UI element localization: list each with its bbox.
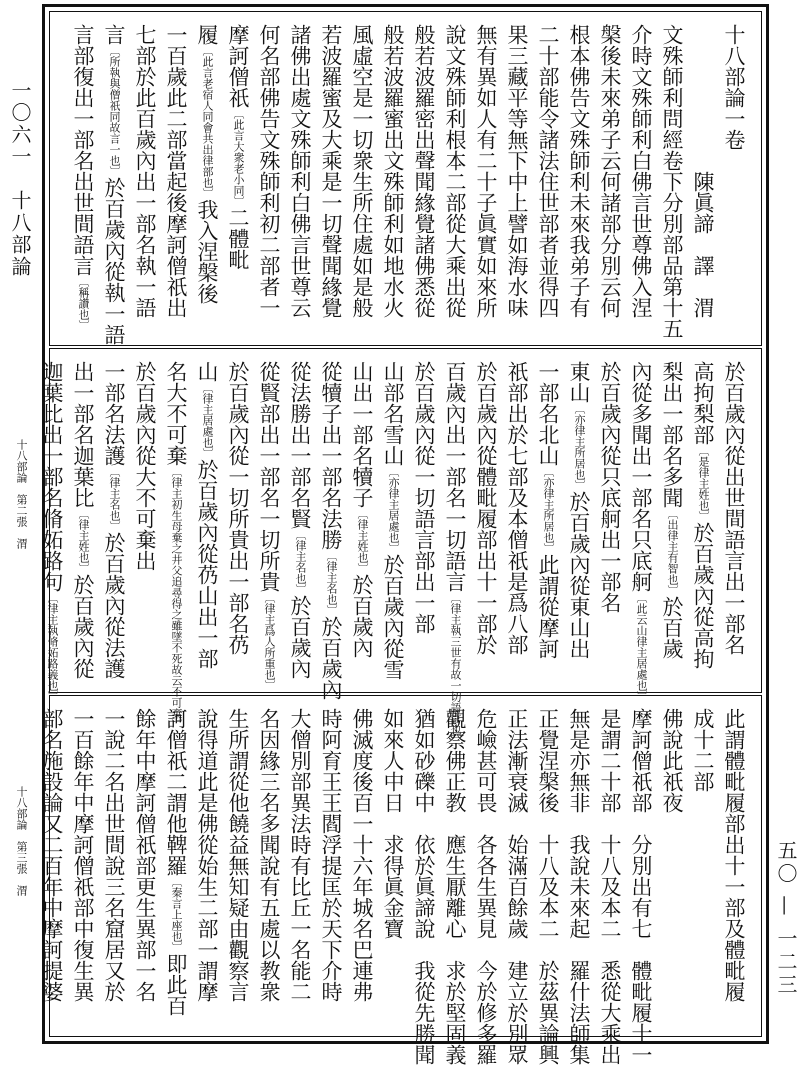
text-column: 風虛空是一切衆生所住處如是般 bbox=[350, 24, 374, 318]
panel-trailer: 十八部論 第三張 渭 bbox=[15, 786, 28, 896]
text-column: 陳眞諦 譯 渭 bbox=[691, 24, 715, 318]
text-column: 於百歲內從只底舸出一部名 bbox=[598, 361, 622, 613]
text-column: 一百餘年中摩訶僧祇部中復生異 bbox=[71, 708, 95, 1002]
text-column: 十八部論一卷 bbox=[722, 24, 746, 150]
text-column: 如來人中日 求得眞金寶 bbox=[381, 708, 405, 939]
text-column: 摩訶僧祇〔此言大衆老小同〕二體毗 bbox=[226, 24, 250, 270]
text-column: 祇部出於七部及本僧祇是爲八部 bbox=[505, 361, 529, 655]
text-column: 百歲內出一部名一切語言〔律主執三世有故一切語言也〕 bbox=[443, 361, 467, 746]
text-column: 部名施設論又二百年中摩訶提婆 bbox=[40, 708, 64, 1002]
text-column: 餘年中摩訶僧祇部更生異部一名 bbox=[133, 708, 157, 1002]
text-column: 何名部佛告文殊師利初二部者一 bbox=[257, 24, 281, 318]
text-column: 文殊師利問經卷下分別部品第十五 bbox=[660, 24, 684, 339]
text-column: 二十部能令諸法住世部者並得四 bbox=[536, 24, 560, 318]
text-column: 於百歲內從大不可棄出 bbox=[133, 361, 157, 571]
text-column: 是謂二十部 十八及本二 悉從大乘出 bbox=[598, 708, 622, 1065]
text-panel-lower bbox=[15, 695, 762, 1065]
text-column: 一部名法護〔律主名也〕於百歲內從法護 bbox=[102, 361, 126, 679]
text-column: 於百歲內從體毗履部出十一部於 bbox=[474, 361, 498, 655]
text-column: 一說二名出世間說三名窟居又於 bbox=[102, 708, 126, 1002]
text-column: 從法勝出一部名賢〔律主名也〕於百歲內 bbox=[288, 361, 312, 679]
text-column: 生所謂從他饒益無知疑由觀察言 bbox=[226, 708, 250, 1002]
text-column: 說文殊師利根本二部從大乘出從 bbox=[443, 24, 467, 318]
text-column: 此謂體毗履部出十一部及體毗履 bbox=[722, 708, 746, 1002]
margin-page-number: 五〇 — 一二三 bbox=[774, 840, 798, 997]
text-column: 佛說此祇夜 bbox=[660, 708, 684, 813]
text-column: 果三藏平等無下中上譬如海水味 bbox=[505, 24, 529, 318]
text-panel-upper bbox=[49, 11, 762, 346]
text-column: 若波羅蜜及大乘是一切聲聞緣覺 bbox=[319, 24, 343, 318]
text-column: 成十二部 bbox=[691, 708, 715, 792]
text-column: 說得道此是佛從始生二部一謂摩 bbox=[195, 708, 219, 1002]
text-column: 梨出一部名多聞〔出律主有智也〕於百歲 bbox=[660, 361, 684, 659]
text-column: 於百歲內從出世間語言出一部名 bbox=[722, 361, 746, 655]
text-column: 言〔所執與僧祇同故言一也〕於百歲內從執一語 bbox=[102, 24, 126, 345]
text-column: 摩訶僧祇部 分別出有七 體毗履十一 bbox=[629, 708, 653, 1065]
text-column: 諸佛出處文殊師利白佛言世尊云 bbox=[288, 24, 312, 318]
margin-volume-number: 一〇六一 十八部論 bbox=[8, 80, 32, 278]
text-column: 根本佛告文殊師利未來我弟子有 bbox=[567, 24, 591, 318]
text-column: 大僧別部異法時有比丘一名能二 bbox=[288, 708, 312, 1002]
text-column: 於百歲內從一切語言部出一部 bbox=[412, 361, 436, 634]
text-column: 山〔律主居處也〕於百歲內從芿山出一部 bbox=[195, 361, 219, 669]
text-column: 迦葉比出一部名脩妬路句〔律主執脩妬路義也〕 bbox=[40, 361, 64, 702]
text-column: 正法漸衰滅 始滿百餘歲 建立於別眾 bbox=[505, 708, 529, 1065]
text-column: 名因緣三名多聞說有五處以教衆 bbox=[257, 708, 281, 1002]
text-column: 出一部名迦葉比〔律主姓也〕於百歲內從 bbox=[71, 361, 95, 679]
text-column: 正覺涅槃後 十八及本二 於茲異論興 bbox=[536, 708, 560, 1065]
text-column: 內從多聞出一部名只底舸〔此云山律主居處也〕 bbox=[629, 361, 653, 702]
text-column: 山部名雪山〔亦律主居處也〕於百歲內從雪 bbox=[381, 361, 405, 680]
text-column: 時阿育王王閻浮提匡於天下介時 bbox=[319, 708, 343, 1002]
text-column: 危嶮甚可畏 各各生異見 今於修多羅 bbox=[474, 708, 498, 1065]
text-column: 名大不可棄〔律主初生母棄之井父追尋得之雖墜不死故云不可棄〕 bbox=[164, 361, 188, 730]
text-column: 七部於此百歲內出一部名執一語 bbox=[133, 24, 157, 318]
text-column: 佛滅度後百一十六年城名巴連弗 bbox=[350, 708, 374, 1002]
text-column: 訶僧祇二謂他鞞羅〔秦言上座也〕即此百 bbox=[164, 708, 188, 1016]
text-column: 一百歲此二部當起後摩訶僧祇出 bbox=[164, 24, 188, 318]
text-column: 般若波羅蜜出文殊師利如地水火 bbox=[381, 24, 405, 318]
text-column: 一部名北山〔亦律主所居也〕此謂從摩訶 bbox=[536, 361, 560, 659]
text-column: 介時文殊師利白佛言世尊佛入涅 bbox=[629, 24, 653, 318]
text-column: 般若波羅密出聲聞緣覺諸佛悉從 bbox=[412, 24, 436, 318]
text-column: 從賢部出一部名一切所貴〔律主爲人所重也〕 bbox=[257, 361, 281, 691]
panel-trailer: 十八部論 第二張 渭 bbox=[15, 439, 28, 549]
text-panel-middle bbox=[15, 348, 762, 746]
text-column: 言部復出一部名出世間語言〔稱讚也〕 bbox=[71, 24, 95, 331]
text-column: 東山〔亦律主所居也〕於百歲內從東山出 bbox=[567, 361, 591, 659]
text-column: 無有異如人有二十子眞實如來所 bbox=[474, 24, 498, 318]
text-column: 履〔此言老宿人同會共出律部也〕我入涅槃後 bbox=[195, 24, 219, 304]
text-column: 於百歲內從一切所貴出一部名芿 bbox=[226, 361, 250, 655]
text-column: 猶如砂礫中 依於眞諦說 我從先勝聞 bbox=[412, 708, 436, 1065]
text-column: 高拘梨部〔是律主姓也〕於百歲內從高拘 bbox=[691, 361, 715, 669]
text-column: 山出一部名犢子〔律主姓也〕於百歲內 bbox=[350, 361, 374, 658]
text-column: 無是亦無非 我說未來起 羅什法師集 bbox=[567, 708, 591, 1065]
text-column: 從犢子出一部名法勝〔律主名也〕於百歲內 bbox=[319, 361, 343, 700]
text-column: 槃後未來弟子云何諸部分別云何 bbox=[598, 24, 622, 318]
text-column: 觀察佛正教 應生厭離心 求於堅固義 bbox=[443, 708, 467, 1065]
